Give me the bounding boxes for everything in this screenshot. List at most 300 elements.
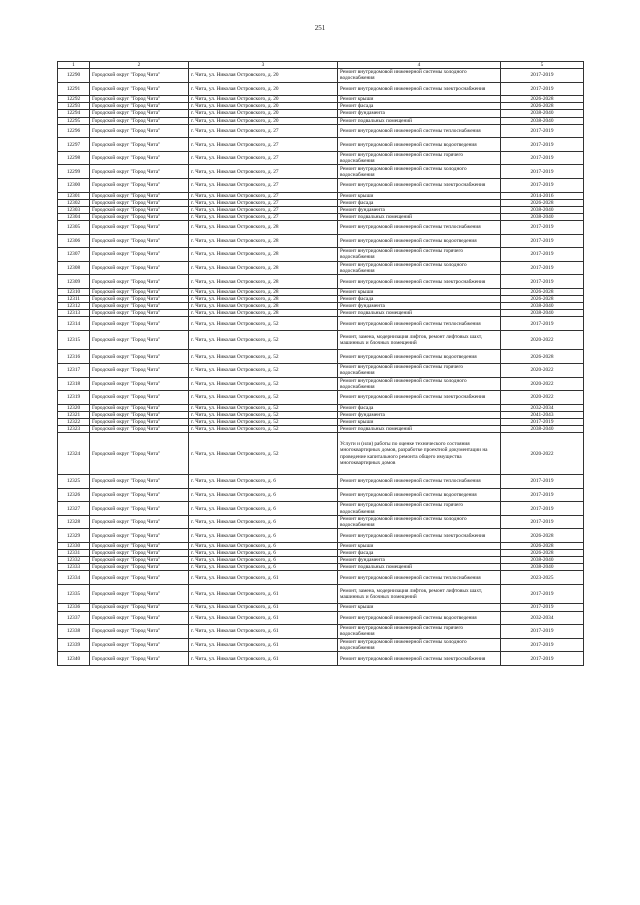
row-number-cell: 12299 <box>58 165 90 179</box>
address-cell: г. Чита, ул. Николая Островского, д. 28 <box>189 303 338 310</box>
table-row <box>58 69 584 83</box>
period-cell: 2026-2028 <box>501 550 584 557</box>
address-cell: г. Чита, ул. Николая Островского, д. 27 <box>189 179 338 193</box>
address-cell: г. Чита, ул. Николая Островского, д. 27 <box>189 192 338 199</box>
period-cell: 2017-2019 <box>501 488 584 502</box>
period-cell: 2038-2040 <box>501 213 584 220</box>
table-row <box>58 82 584 96</box>
address-cell: г. Чита, ул. Николая Островского, д. 6 <box>189 515 338 529</box>
address-cell: г. Чита, ул. Николая Островского, д. 61 <box>189 604 338 611</box>
address-cell: г. Чита, ул. Николая Островского, д. 28 <box>189 310 338 317</box>
period-cell: 2038-2040 <box>501 110 584 117</box>
municipality-cell: Городской округ "Город Чита" <box>90 179 189 193</box>
address-cell: г. Чита, ул. Николая Островского, д. 52 <box>189 404 338 411</box>
period-cell: 2026-2028 <box>501 350 584 364</box>
period-cell: 2020-2022 <box>501 391 584 405</box>
row-number-cell: 12322 <box>58 418 90 425</box>
work-type-cell: Ремонт фундамента <box>338 110 501 117</box>
work-type-cell: Ремонт фундамента <box>338 206 501 213</box>
work-type-cell: Ремонт внутридомовой инженерной системы теплоснабжения <box>338 571 501 585</box>
work-type-cell: Ремонт крыши <box>338 288 501 295</box>
table-row <box>58 165 584 179</box>
municipality-cell: Городской округ "Город Чита" <box>90 557 189 564</box>
address-cell: г. Чита, ул. Николая Островского, д. 28 <box>189 261 338 275</box>
row-number-cell: 12327 <box>58 502 90 516</box>
address-cell: г. Чита, ул. Николая Островского, д. 6 <box>189 550 338 557</box>
work-type-cell: Ремонт фундамента <box>338 557 501 564</box>
address-cell: г. Чита, ул. Николая Островского, д. 27 <box>189 199 338 206</box>
table-row <box>58 330 584 349</box>
table-row <box>58 638 584 652</box>
address-cell: г. Чита, ул. Николая Островского, д. 52 <box>189 350 338 364</box>
period-cell: 2017-2019 <box>501 165 584 179</box>
period-cell: 2026-2028 <box>501 96 584 103</box>
municipality-cell: Городской округ "Город Чита" <box>90 296 189 303</box>
table-row <box>58 261 584 275</box>
municipality-cell: Городской округ "Город Чита" <box>90 303 189 310</box>
row-number-cell: 12321 <box>58 411 90 418</box>
row-number-cell: 12337 <box>58 611 90 625</box>
period-cell: 2026-2028 <box>501 296 584 303</box>
address-cell: г. Чита, ул. Николая Островского, д. 52 <box>189 377 338 391</box>
table-row <box>58 433 584 475</box>
municipality-cell: Городской округ "Город Чита" <box>90 124 189 138</box>
work-type-cell: Ремонт внутридомовой инженерной системы электроснабжения <box>338 82 501 96</box>
table-row <box>58 248 584 262</box>
column-header: 3 <box>189 62 338 69</box>
row-number-cell: 12298 <box>58 151 90 165</box>
municipality-cell: Городской округ "Город Чита" <box>90 502 189 516</box>
municipality-cell: Городской округ "Город Чита" <box>90 425 189 432</box>
municipality-cell: Городской округ "Город Чита" <box>90 221 189 235</box>
table-row <box>58 151 584 165</box>
table-row <box>58 557 584 564</box>
row-number-cell: 12305 <box>58 221 90 235</box>
municipality-cell: Городской округ "Город Чита" <box>90 96 189 103</box>
work-type-cell: Ремонт внутридомовой инженерной системы горячего водоснабжения <box>338 502 501 516</box>
work-type-cell: Ремонт фундамента <box>338 411 501 418</box>
row-number-cell: 12315 <box>58 330 90 349</box>
address-cell: г. Чита, ул. Николая Островского, д. 27 <box>189 151 338 165</box>
municipality-cell: Городской округ "Город Чита" <box>90 330 189 349</box>
row-number-cell: 12309 <box>58 275 90 289</box>
address-cell: г. Чита, ул. Николая Островского, д. 52 <box>189 391 338 405</box>
capital-repair-table <box>57 61 584 666</box>
table-row <box>58 221 584 235</box>
table-row <box>58 543 584 550</box>
address-cell: г. Чита, ул. Николая Островского, д. 52 <box>189 317 338 331</box>
municipality-cell: Городской округ "Город Чита" <box>90 288 189 295</box>
address-cell: г. Чита, ул. Николая Островского, д. 52 <box>189 433 338 475</box>
row-number-cell: 12330 <box>58 543 90 550</box>
municipality-cell: Городской округ "Город Чита" <box>90 165 189 179</box>
row-number-cell: 12300 <box>58 179 90 193</box>
table-row <box>58 611 584 625</box>
row-number-cell: 12293 <box>58 103 90 110</box>
period-cell: 2017-2019 <box>501 515 584 529</box>
address-cell: г. Чита, ул. Николая Островского, д. 6 <box>189 488 338 502</box>
work-type-cell: Ремонт, замена, модернизация лифтов, ремонт лифтовых шахт, машинных и блочных помещений <box>338 585 501 604</box>
period-cell: 2020-2022 <box>501 433 584 475</box>
table-row <box>58 564 584 571</box>
address-cell: г. Чита, ул. Николая Островского, д. 20 <box>189 69 338 83</box>
work-type-cell: Ремонт внутридомовой инженерной системы электроснабжения <box>338 275 501 289</box>
period-cell: 2017-2019 <box>501 234 584 248</box>
address-cell: г. Чита, ул. Николая Островского, д. 20 <box>189 110 338 117</box>
work-type-cell: Ремонт внутридомовой инженерной системы теплоснабжения <box>338 317 501 331</box>
row-number-cell: 12318 <box>58 377 90 391</box>
table-row <box>58 213 584 220</box>
row-number-cell: 12326 <box>58 488 90 502</box>
work-type-cell: Ремонт, замена, модернизация лифтов, ремонт лифтовых шахт, машинных и блочных помещений <box>338 330 501 349</box>
work-type-cell: Ремонт внутридомовой инженерной системы теплоснабжения <box>338 221 501 235</box>
municipality-cell: Городской округ "Город Чита" <box>90 571 189 585</box>
row-number-cell: 12302 <box>58 199 90 206</box>
period-cell: 2014-2016 <box>501 192 584 199</box>
table-row <box>58 138 584 152</box>
table-row <box>58 275 584 289</box>
work-type-cell: Ремонт внутридомовой инженерной системы холодного водоснабжения <box>338 165 501 179</box>
municipality-cell: Городской округ "Город Чита" <box>90 475 189 489</box>
table-row <box>58 206 584 213</box>
period-cell: 2017-2019 <box>501 604 584 611</box>
work-type-cell: Ремонт фасада <box>338 199 501 206</box>
period-cell: 2017-2019 <box>501 638 584 652</box>
row-number-cell: 12316 <box>58 350 90 364</box>
municipality-cell: Городской округ "Город Чита" <box>90 604 189 611</box>
row-number-cell: 12325 <box>58 475 90 489</box>
address-cell: г. Чита, ул. Николая Островского, д. 20 <box>189 117 338 124</box>
address-cell: г. Чита, ул. Николая Островского, д. 27 <box>189 206 338 213</box>
row-number-cell: 12313 <box>58 310 90 317</box>
table-row <box>58 550 584 557</box>
table-row <box>58 625 584 639</box>
table-row <box>58 515 584 529</box>
period-cell: 2038-2040 <box>501 557 584 564</box>
address-cell: г. Чита, ул. Николая Островского, д. 28 <box>189 234 338 248</box>
address-cell: г. Чита, ул. Николая Островского, д. 6 <box>189 475 338 489</box>
table-row <box>58 404 584 411</box>
table-row <box>58 604 584 611</box>
address-cell: г. Чита, ул. Николая Островского, д. 6 <box>189 543 338 550</box>
work-type-cell: Ремонт внутридомовой инженерной системы горячего водоснабжения <box>338 248 501 262</box>
address-cell: г. Чита, ул. Николая Островского, д. 61 <box>189 611 338 625</box>
period-cell: 2017-2019 <box>501 317 584 331</box>
period-cell: 2026-2028 <box>501 288 584 295</box>
work-type-cell: Ремонт подвальных помещений <box>338 117 501 124</box>
address-cell: г. Чита, ул. Николая Островского, д. 52 <box>189 425 338 432</box>
address-cell: г. Чита, ул. Николая Островского, д. 52 <box>189 418 338 425</box>
period-cell: 2038-2040 <box>501 117 584 124</box>
work-type-cell: Ремонт внутридомовой инженерной системы электроснабжения <box>338 652 501 666</box>
table-row <box>58 475 584 489</box>
work-type-cell: Ремонт внутридомовой инженерной системы холодного водоснабжения <box>338 69 501 83</box>
table-row <box>58 411 584 418</box>
row-number-cell: 12301 <box>58 192 90 199</box>
address-cell: г. Чита, ул. Николая Островского, д. 61 <box>189 652 338 666</box>
municipality-cell: Городской округ "Город Чита" <box>90 82 189 96</box>
address-cell: г. Чита, ул. Николая Островского, д. 20 <box>189 96 338 103</box>
municipality-cell: Городской округ "Город Чита" <box>90 404 189 411</box>
table-row <box>58 317 584 331</box>
work-type-cell: Ремонт внутридомовой инженерной системы холодного водоснабжения <box>338 261 501 275</box>
municipality-cell: Городской округ "Город Чита" <box>90 391 189 405</box>
work-type-cell: Ремонт подвальных помещений <box>338 310 501 317</box>
row-number-cell: 12306 <box>58 234 90 248</box>
municipality-cell: Городской округ "Город Чита" <box>90 652 189 666</box>
row-number-cell: 12335 <box>58 585 90 604</box>
period-cell: 2017-2019 <box>501 82 584 96</box>
period-cell: 2017-2019 <box>501 625 584 639</box>
address-cell: г. Чита, ул. Николая Островского, д. 28 <box>189 275 338 289</box>
period-cell: 2017-2019 <box>501 502 584 516</box>
header-row <box>58 62 584 69</box>
row-number-cell: 12290 <box>58 69 90 83</box>
row-number-cell: 12294 <box>58 110 90 117</box>
period-cell: 2017-2019 <box>501 124 584 138</box>
work-type-cell: Ремонт фундамента <box>338 303 501 310</box>
work-type-cell: Ремонт внутридомовой инженерной системы холодного водоснабжения <box>338 377 501 391</box>
row-number-cell: 12304 <box>58 213 90 220</box>
table-row <box>58 363 584 377</box>
municipality-cell: Городской округ "Город Чита" <box>90 350 189 364</box>
municipality-cell: Городской округ "Город Чита" <box>90 151 189 165</box>
municipality-cell: Городской округ "Город Чита" <box>90 625 189 639</box>
work-type-cell: Ремонт крыши <box>338 543 501 550</box>
municipality-cell: Городской округ "Город Чита" <box>90 69 189 83</box>
work-type-cell: Ремонт фасада <box>338 296 501 303</box>
page-number: 251 <box>314 24 326 32</box>
period-cell: 2026-2028 <box>501 103 584 110</box>
work-type-cell: Ремонт крыши <box>338 418 501 425</box>
municipality-cell: Городской округ "Город Чита" <box>90 543 189 550</box>
work-type-cell: Ремонт фасада <box>338 550 501 557</box>
row-number-cell: 12295 <box>58 117 90 124</box>
period-cell: 2017-2019 <box>501 475 584 489</box>
column-header: 2 <box>90 62 189 69</box>
table-row <box>58 96 584 103</box>
work-type-cell: Ремонт внутридомовой инженерной системы электроснабжения <box>338 179 501 193</box>
municipality-cell: Городской округ "Город Чита" <box>90 199 189 206</box>
period-cell: 2020-2022 <box>501 377 584 391</box>
table-row <box>58 110 584 117</box>
period-cell: 2017-2019 <box>501 585 584 604</box>
table-row <box>58 425 584 432</box>
work-type-cell: Ремонт внутридомовой инженерной системы холодного водоснабжения <box>338 515 501 529</box>
address-cell: г. Чита, ул. Николая Островского, д. 28 <box>189 296 338 303</box>
table-row <box>58 234 584 248</box>
row-number-cell: 12292 <box>58 96 90 103</box>
work-type-cell: Ремонт крыши <box>338 192 501 199</box>
table-row <box>58 529 584 543</box>
municipality-cell: Городской округ "Город Чита" <box>90 564 189 571</box>
period-cell: 2038-2040 <box>501 206 584 213</box>
address-cell: г. Чита, ул. Николая Островского, д. 6 <box>189 529 338 543</box>
row-number-cell: 12303 <box>58 206 90 213</box>
address-cell: г. Чита, ул. Николая Островского, д. 28 <box>189 221 338 235</box>
address-cell: г. Чита, ул. Николая Островского, д. 61 <box>189 638 338 652</box>
municipality-cell: Городской округ "Город Чита" <box>90 317 189 331</box>
address-cell: г. Чита, ул. Николая Островского, д. 27 <box>189 165 338 179</box>
period-cell: 2026-2028 <box>501 543 584 550</box>
table-row <box>58 124 584 138</box>
period-cell: 2038-2040 <box>501 425 584 432</box>
period-cell: 2017-2019 <box>501 151 584 165</box>
work-type-cell: Ремонт внутридомовой инженерной системы водоотведения <box>338 488 501 502</box>
row-number-cell: 12331 <box>58 550 90 557</box>
table-row <box>58 350 584 364</box>
table-row <box>58 310 584 317</box>
row-number-cell: 12324 <box>58 433 90 475</box>
row-number-cell: 12329 <box>58 529 90 543</box>
row-number-cell: 12296 <box>58 124 90 138</box>
row-number-cell: 12339 <box>58 638 90 652</box>
row-number-cell: 12314 <box>58 317 90 331</box>
row-number-cell: 12334 <box>58 571 90 585</box>
row-number-cell: 12323 <box>58 425 90 432</box>
row-number-cell: 12328 <box>58 515 90 529</box>
period-cell: 2038-2040 <box>501 310 584 317</box>
municipality-cell: Городской округ "Город Чита" <box>90 213 189 220</box>
period-cell: 2017-2019 <box>501 418 584 425</box>
table-row <box>58 117 584 124</box>
work-type-cell: Ремонт внутридомовой инженерной системы электроснабжения <box>338 391 501 405</box>
table-row <box>58 296 584 303</box>
row-number-cell: 12333 <box>58 564 90 571</box>
period-cell: 2026-2028 <box>501 199 584 206</box>
municipality-cell: Городской округ "Город Чита" <box>90 585 189 604</box>
municipality-cell: Городской округ "Город Чита" <box>90 529 189 543</box>
work-type-cell: Ремонт внутридомовой инженерной системы водоотведения <box>338 234 501 248</box>
period-cell: 2023-2025 <box>501 571 584 585</box>
address-cell: г. Чита, ул. Николая Островского, д. 28 <box>189 288 338 295</box>
address-cell: г. Чита, ул. Николая Островского, д. 20 <box>189 82 338 96</box>
municipality-cell: Городской округ "Город Чита" <box>90 234 189 248</box>
address-cell: г. Чита, ул. Николая Островского, д. 6 <box>189 564 338 571</box>
municipality-cell: Городской округ "Город Чита" <box>90 550 189 557</box>
municipality-cell: Городской округ "Город Чита" <box>90 117 189 124</box>
period-cell: 2017-2019 <box>501 69 584 83</box>
period-cell: 2017-2019 <box>501 261 584 275</box>
address-cell: г. Чита, ул. Николая Островского, д. 61 <box>189 625 338 639</box>
table-row <box>58 585 584 604</box>
period-cell: 2041-2043 <box>501 411 584 418</box>
table-row <box>58 192 584 199</box>
table-row <box>58 103 584 110</box>
row-number-cell: 12340 <box>58 652 90 666</box>
row-number-cell: 12310 <box>58 288 90 295</box>
municipality-cell: Городской округ "Город Чита" <box>90 275 189 289</box>
column-header: 5 <box>501 62 584 69</box>
column-header: 1 <box>58 62 90 69</box>
work-type-cell: Ремонт внутридомовой инженерной системы водоотведения <box>338 350 501 364</box>
municipality-cell: Городской округ "Город Чита" <box>90 418 189 425</box>
address-cell: г. Чита, ул. Николая Островского, д. 61 <box>189 585 338 604</box>
period-cell: 2020-2022 <box>501 330 584 349</box>
municipality-cell: Городской округ "Город Чита" <box>90 638 189 652</box>
table-row <box>58 488 584 502</box>
period-cell: 2017-2019 <box>501 221 584 235</box>
municipality-cell: Городской округ "Город Чита" <box>90 103 189 110</box>
work-type-cell: Ремонт внутридомовой инженерной системы холодного водоснабжения <box>338 638 501 652</box>
row-number-cell: 12297 <box>58 138 90 152</box>
work-type-cell: Ремонт крыши <box>338 96 501 103</box>
municipality-cell: Городской округ "Город Чита" <box>90 206 189 213</box>
municipality-cell: Городской округ "Город Чита" <box>90 488 189 502</box>
table-row <box>58 418 584 425</box>
row-number-cell: 12319 <box>58 391 90 405</box>
row-number-cell: 12312 <box>58 303 90 310</box>
work-type-cell: Ремонт подвальных помещений <box>338 213 501 220</box>
period-cell: 2038-2040 <box>501 303 584 310</box>
address-cell: г. Чита, ул. Николая Островского, д. 20 <box>189 103 338 110</box>
table-row <box>58 303 584 310</box>
work-type-cell: Ремонт внутридомовой инженерной системы горячего водоснабжения <box>338 363 501 377</box>
row-number-cell: 12307 <box>58 248 90 262</box>
municipality-cell: Городской округ "Город Чита" <box>90 138 189 152</box>
municipality-cell: Городской округ "Город Чита" <box>90 411 189 418</box>
work-type-cell: Ремонт внутридомовой инженерной системы теплоснабжения <box>338 475 501 489</box>
municipality-cell: Городской округ "Город Чита" <box>90 110 189 117</box>
work-type-cell: Ремонт фасада <box>338 103 501 110</box>
municipality-cell: Городской округ "Город Чита" <box>90 611 189 625</box>
address-cell: г. Чита, ул. Николая Островского, д. 27 <box>189 124 338 138</box>
work-type-cell: Ремонт внутридомовой инженерной системы электроснабжения <box>338 529 501 543</box>
work-type-cell: Ремонт подвальных помещений <box>338 425 501 432</box>
municipality-cell: Городской округ "Город Чита" <box>90 433 189 475</box>
address-cell: г. Чита, ул. Николая Островского, д. 6 <box>189 557 338 564</box>
work-type-cell: Ремонт внутридомовой инженерной системы водоотведения <box>338 138 501 152</box>
column-header: 4 <box>338 62 501 69</box>
address-cell: г. Чита, ул. Николая Островского, д. 52 <box>189 363 338 377</box>
work-type-cell: Ремонт внутридомовой инженерной системы горячего водоснабжения <box>338 151 501 165</box>
period-cell: 2026-2028 <box>501 529 584 543</box>
municipality-cell: Городской округ "Город Чита" <box>90 310 189 317</box>
address-cell: г. Чита, ул. Николая Островского, д. 28 <box>189 248 338 262</box>
row-number-cell: 12308 <box>58 261 90 275</box>
period-cell: 2032-2034 <box>501 611 584 625</box>
row-number-cell: 12332 <box>58 557 90 564</box>
table-row <box>58 391 584 405</box>
work-type-cell: Ремонт крыши <box>338 604 501 611</box>
municipality-cell: Городской округ "Город Чита" <box>90 515 189 529</box>
period-cell: 2017-2019 <box>501 138 584 152</box>
municipality-cell: Городской округ "Город Чита" <box>90 248 189 262</box>
work-type-cell: Ремонт подвальных помещений <box>338 564 501 571</box>
row-number-cell: 12320 <box>58 404 90 411</box>
work-type-cell: Ремонт фасада <box>338 404 501 411</box>
period-cell: 2017-2019 <box>501 179 584 193</box>
table-row <box>58 377 584 391</box>
municipality-cell: Городской округ "Город Чита" <box>90 192 189 199</box>
municipality-cell: Городской округ "Город Чита" <box>90 377 189 391</box>
period-cell: 2017-2019 <box>501 248 584 262</box>
table-row <box>58 502 584 516</box>
period-cell: 2017-2019 <box>501 652 584 666</box>
table-row <box>58 199 584 206</box>
row-number-cell: 12336 <box>58 604 90 611</box>
row-number-cell: 12291 <box>58 82 90 96</box>
period-cell: 2017-2019 <box>501 275 584 289</box>
address-cell: г. Чита, ул. Николая Островского, д. 61 <box>189 571 338 585</box>
municipality-cell: Городской округ "Город Чита" <box>90 261 189 275</box>
address-cell: г. Чита, ул. Николая Островского, д. 52 <box>189 330 338 349</box>
work-type-cell: Ремонт внутридомовой инженерной системы горячего водоснабжения <box>338 625 501 639</box>
row-number-cell: 12338 <box>58 625 90 639</box>
work-type-cell: Ремонт внутридомовой инженерной системы водоотведения <box>338 611 501 625</box>
table-row <box>58 652 584 666</box>
period-cell: 2032-2034 <box>501 404 584 411</box>
